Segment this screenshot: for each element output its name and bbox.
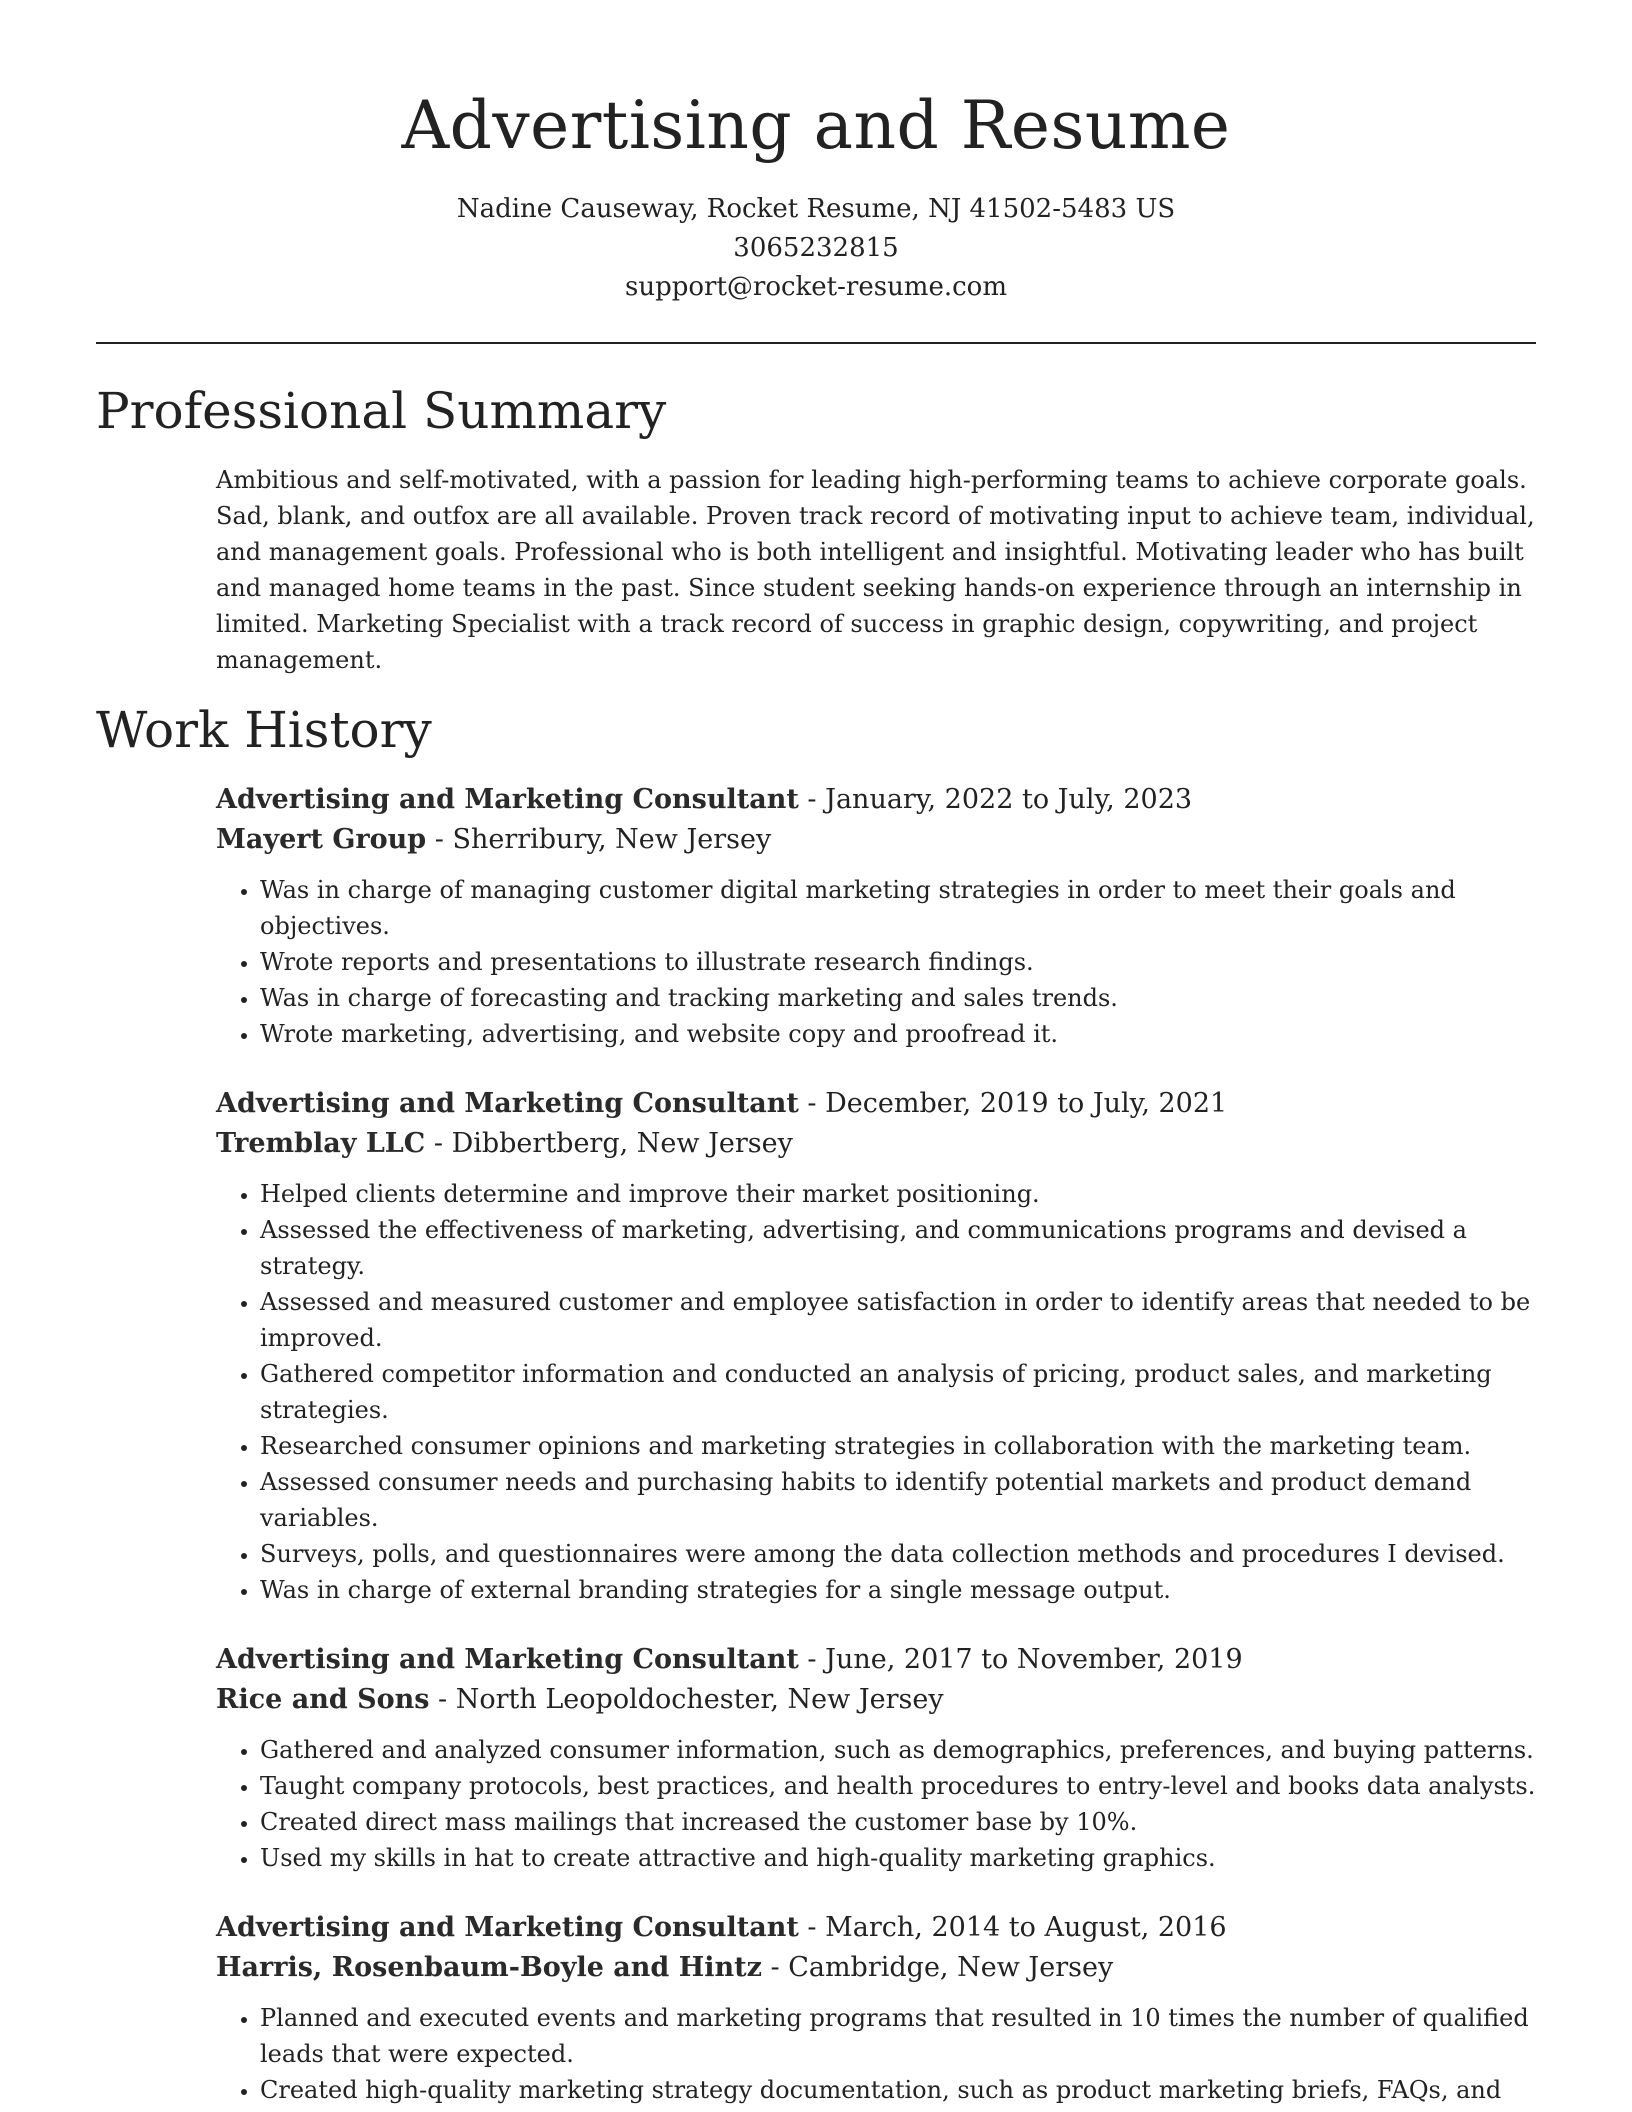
job-duty-item: • Wrote reports and presentations to illustrate research findings. xyxy=(260,944,1540,980)
job-duty-item: • Assessed and measured customer and employee satisfaction in order to identify areas that needed to be improved. xyxy=(260,1284,1540,1356)
resume-header xyxy=(0,0,1632,307)
work-history-list xyxy=(216,780,1540,2112)
job-duty-item: • Taught company protocols, best practices, and health procedures to entry-level and books data analysts. xyxy=(260,1768,1540,1804)
job-duty-item: • Gathered competitor information and conducted an analysis of pricing, product sales, and marketing strategies. xyxy=(260,1356,1540,1428)
job-location: Dibbertberg, New Jersey xyxy=(451,1128,793,1159)
contact-email: support@rocket-resume.com xyxy=(624,272,1007,302)
job-duty-item: • Was in charge of managing customer digital marketing strategies in order to meet their goals and objectives. xyxy=(260,872,1540,944)
job-location: Sherribury, New Jersey xyxy=(452,824,772,855)
job-duty-item: • Created high-quality marketing strategy documentation, such as product marketing briefs, FAQs, and xyxy=(260,2072,1540,2108)
job-duty-item: • Assessed consumer needs and purchasing habits to identify potential markets and product demand variables. xyxy=(260,1464,1540,1536)
job-title-separator: - xyxy=(798,1088,826,1119)
job-company: Harris, Rosenbaum-Boyle and Hintz xyxy=(216,1952,762,1983)
job-title: Advertising and Marketing Consultant xyxy=(216,1644,799,1675)
job-title: Advertising and Marketing Consultant xyxy=(216,1912,799,1943)
job-company-line xyxy=(216,1124,1540,1164)
job-title-line xyxy=(216,1908,1540,1948)
job-company: Mayert Group xyxy=(216,824,427,855)
job-duty-item: • Planned and executed events and marketing programs that resulted in 10 times the number of qualified leads that were expected. xyxy=(260,2000,1540,2072)
job-duty-item: • Gathered and analyzed consumer information, such as demographics, preferences, and buying patterns. xyxy=(260,1732,1540,1768)
job-title-separator: - xyxy=(798,784,826,815)
job-entry xyxy=(216,1908,1540,2108)
job-dates: January, 2022 to July, 2023 xyxy=(825,784,1193,815)
job-title-line xyxy=(216,780,1540,820)
job-location: North Leopoldochester, New Jersey xyxy=(455,1684,944,1715)
job-company-line xyxy=(216,1948,1540,1988)
job-title: Advertising and Marketing Consultant xyxy=(216,1088,799,1119)
job-duty-item: • Created direct mass mailings that increased the customer base by 10%. xyxy=(260,1804,1540,1840)
job-entry xyxy=(216,1084,1540,1608)
job-duties-list xyxy=(216,1176,1540,1608)
job-duty-item: • Used my skills in hat to create attractive and high-quality marketing graphics. xyxy=(260,1840,1540,1876)
job-company: Rice and Sons xyxy=(216,1684,430,1715)
job-duty-item: • Helped clients determine and improve their market positioning. xyxy=(260,1176,1540,1212)
job-company-line xyxy=(216,1680,1540,1720)
job-duties-list xyxy=(216,872,1540,1052)
job-title-separator: - xyxy=(798,1644,826,1675)
job-company-separator: - xyxy=(761,1952,789,1983)
job-company-separator: - xyxy=(429,1684,456,1715)
job-company: Tremblay LLC xyxy=(216,1128,426,1159)
header-divider xyxy=(96,342,1536,344)
job-entry xyxy=(216,1640,1540,1876)
job-location: Cambridge, New Jersey xyxy=(788,1952,1114,1983)
job-entry xyxy=(216,780,1540,1052)
job-duty-item: • Was in charge of external branding strategies for a single message output. xyxy=(260,1572,1540,1608)
job-company-separator: - xyxy=(425,1128,452,1159)
job-duty-item: • Researched consumer opinions and marketing strategies in collaboration with the marketing team. xyxy=(260,1428,1540,1464)
job-company-line xyxy=(216,820,1540,860)
resume-name: Advertising and Resume xyxy=(401,87,1231,164)
job-title: Advertising and Marketing Consultant xyxy=(216,784,799,815)
contact-phone: 3065232815 xyxy=(733,233,899,263)
job-duty-item: • Wrote marketing, advertising, and website copy and proofread it. xyxy=(260,1016,1540,1052)
job-dates: March, 2014 to August, 2016 xyxy=(825,1912,1227,1943)
contact-address: Nadine Causeway, Rocket Resume, NJ 41502-5483 US xyxy=(456,194,1176,224)
job-duties-list xyxy=(216,1732,1540,1876)
job-title-line xyxy=(216,1640,1540,1680)
summary-text: Ambitious and self-motivated, with a passion for leading high-performing teams to achieve corporate goals. Sad, blank, and outfox are all available. Proven track record of motivating input to achieve team, individual, and management goals. Professional who is both intelligent and insightful. Motivating leader who has built and managed home teams in the past. Since student seeking hands-on experience through an internship in limited. Marketing Specialist with a track record of success in graphic design, copywriting, and project management. xyxy=(216,466,1535,674)
job-duty-item: • Assessed the effectiveness of marketing, advertising, and communications programs and devised a strategy. xyxy=(260,1212,1540,1284)
job-title-separator: - xyxy=(798,1912,826,1943)
job-dates: June, 2017 to November, 2019 xyxy=(825,1644,1243,1675)
job-duty-item: • Was in charge of forecasting and tracking marketing and sales trends. xyxy=(260,980,1540,1016)
job-dates: December, 2019 to July, 2021 xyxy=(825,1088,1228,1119)
summary-heading: Professional Summary xyxy=(96,382,667,440)
job-duties-list xyxy=(216,2000,1540,2108)
job-title-line xyxy=(216,1084,1540,1124)
job-company-separator: - xyxy=(426,824,453,855)
job-duty-item: • Surveys, polls, and questionnaires were among the data collection methods and procedures I devised. xyxy=(260,1536,1540,1572)
contact-info xyxy=(0,190,1632,307)
work-history-heading: Work History xyxy=(96,701,432,759)
